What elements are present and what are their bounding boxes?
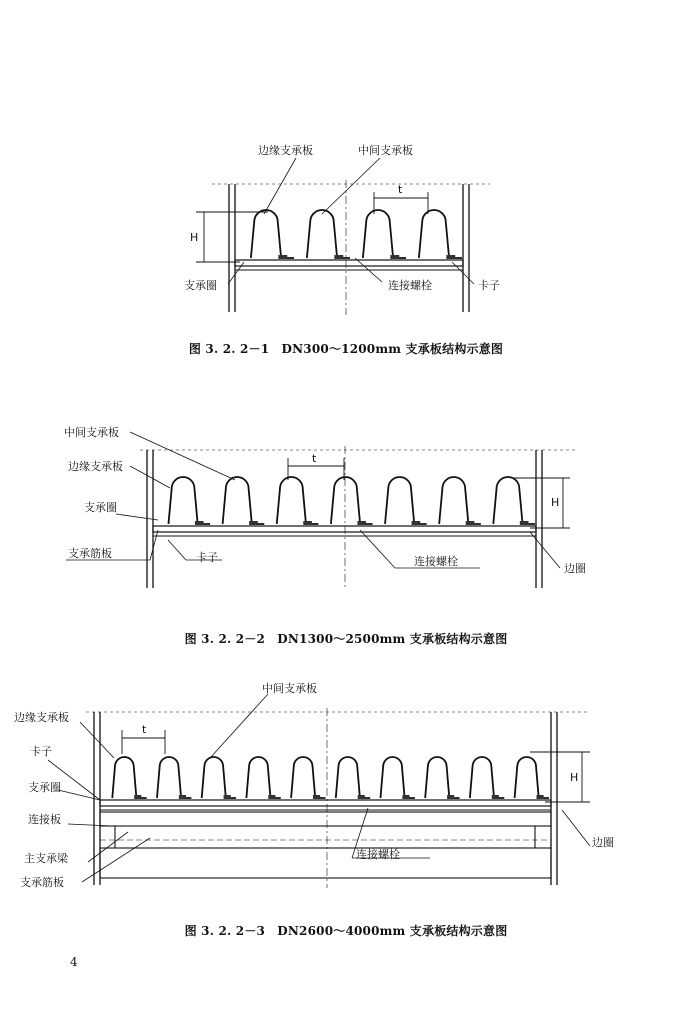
- bolt-cluster: [492, 795, 499, 799]
- label-middle-plate: 中间支承板: [64, 426, 119, 439]
- support-plate-ridge: [112, 757, 146, 798]
- figure-3-caption: 图 3. 2. 2－3 DN2600～4000mm 支承板结构示意图: [184, 924, 508, 938]
- label-pitch: t: [312, 452, 317, 465]
- label-height: H: [570, 771, 579, 784]
- bolt-cluster: [179, 795, 186, 799]
- label-edge-plate: 边缘支承板: [258, 144, 313, 157]
- bolt-cluster: [313, 795, 320, 799]
- figure-2-caption: 图 3. 2. 2－2 DN1300～2500mm 支承板结构示意图: [184, 632, 508, 646]
- bolt-cluster: [536, 795, 543, 799]
- support-plates: [112, 757, 549, 799]
- support-plate-ridge: [336, 757, 370, 798]
- page-number: 4: [70, 955, 78, 969]
- label-bolt: 连接螺栓: [356, 848, 400, 861]
- label-bolt: 连接螺栓: [414, 555, 458, 568]
- bolt-cluster: [268, 795, 275, 799]
- label-height: H: [551, 496, 560, 509]
- label-support-ring: 支承圈: [84, 501, 117, 514]
- support-plate-ridge: [380, 757, 414, 798]
- support-plate-ridge: [157, 757, 191, 798]
- label-edge-plate: 边缘支承板: [14, 711, 69, 724]
- label-main-beam: 主支承梁: [24, 852, 68, 865]
- support-plate-ridge: [291, 757, 325, 798]
- support-ring-shape: [100, 800, 551, 806]
- label-clip: 卡子: [478, 279, 500, 292]
- label-clip: 卡子: [30, 745, 52, 758]
- support-plate-ridge: [515, 757, 549, 798]
- support-plate-ridge: [202, 757, 236, 798]
- label-support-ring: 支承圈: [184, 279, 217, 292]
- label-connect-plate: 连接板: [28, 813, 61, 826]
- main-beam-shape: [100, 812, 551, 878]
- bolt-cluster: [358, 795, 365, 799]
- leader-lines: [48, 694, 590, 882]
- label-edge-plate: 边缘支承板: [68, 460, 123, 473]
- support-plate-ridge: [425, 757, 459, 798]
- figure-1-caption: 图 3. 2. 2－1 DN300～1200mm 支承板结构示意图: [188, 342, 504, 356]
- bolt-cluster: [402, 795, 409, 799]
- label-height: H: [190, 231, 199, 244]
- label-support-ring: 支承圈: [28, 781, 61, 794]
- bolt-cluster: [134, 795, 141, 799]
- label-middle-plate: 中间支承板: [262, 682, 317, 695]
- support-plate-ridge: [246, 757, 280, 798]
- label-bolt: 连接螺栓: [388, 279, 432, 292]
- bolt-cluster: [447, 795, 454, 799]
- label-edge-ring: 边圈: [592, 836, 614, 849]
- label-pitch: t: [142, 723, 147, 736]
- label-rib-plate: 支承筋板: [68, 547, 112, 560]
- label-middle-plate: 中间支承板: [358, 144, 413, 157]
- label-clip: 卡子: [196, 551, 218, 564]
- label-pitch: t: [398, 183, 403, 196]
- label-rib-plate: 支承筋板: [20, 876, 64, 889]
- label-edge-ring: 边圈: [564, 562, 586, 575]
- support-plate-ridge: [470, 757, 504, 798]
- bolt-cluster: [224, 795, 231, 799]
